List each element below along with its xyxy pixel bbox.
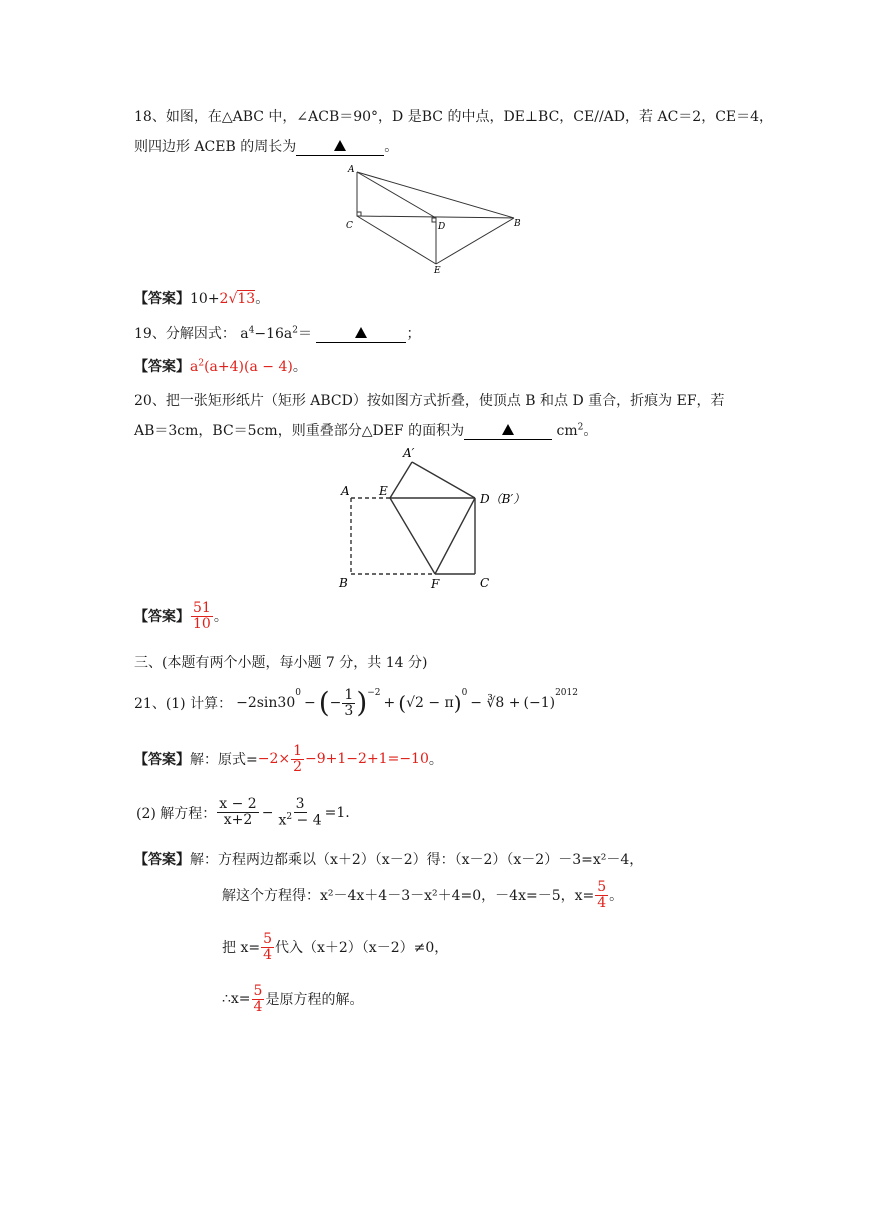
q21-2-fraction-2 (276, 797, 323, 828)
fraction-denominator: x+2 (223, 812, 253, 829)
paren-close: ) (453, 691, 462, 716)
q21-1-t5: (−1) (523, 695, 556, 712)
q21-1-ans-a: −2× (257, 751, 291, 768)
q21-1-answer (134, 744, 443, 774)
q21-1-ans-fraction (291, 744, 304, 774)
den-exp: 2 (286, 811, 293, 822)
fraction-numerator: 5 (263, 931, 272, 947)
q20-answer (134, 601, 228, 631)
label-D: D (438, 222, 446, 232)
q19-text (134, 323, 420, 343)
fraction-denominator (276, 813, 323, 828)
q21-2-prefix: (2) 解方程： (136, 805, 217, 822)
q20-text-line2 (134, 420, 597, 440)
q21-2-l2-end: 。 (609, 888, 624, 905)
fraction-numerator: 1 (293, 743, 303, 759)
q20-figure (335, 443, 535, 593)
q21-1-neg: − (329, 695, 342, 712)
answer-tag: 【答案】 (134, 359, 190, 375)
label-D-B-prime: D（B′） (480, 492, 526, 506)
q20-line2-text: AB＝3cm，BC＝5cm，则重叠部分△DEF 的面积为 (134, 423, 465, 439)
answer-tag: 【答案】 (134, 291, 190, 307)
fraction-numerator: 1 (344, 687, 354, 703)
q20-answer-fraction (191, 601, 213, 631)
q18-text-line2 (134, 136, 398, 156)
q21-2-answer-line3 (222, 932, 448, 962)
answer-blank (296, 139, 384, 156)
fraction-denominator: 10 (193, 615, 211, 632)
q18-answer-c: 13 (237, 291, 256, 307)
q18-answer-b: 2 (219, 291, 229, 307)
q19-exp2: 2 (292, 325, 299, 336)
q21-1-ans-pre: 解：原式= (190, 752, 258, 769)
q21-1-t1e: 0 (295, 688, 301, 698)
q21-1-t2e: −2 (367, 688, 381, 698)
label-A: A (341, 484, 350, 498)
label-B: B (339, 576, 348, 590)
q18-answer (134, 288, 269, 308)
q21-1-prefix: 21、(1) 计算： (134, 696, 233, 713)
q21-1-t4: − ∛8 + (470, 695, 521, 712)
section-three-heading: 三、(本题有两个小题，每小题 7 分，共 14 分) (134, 655, 428, 671)
q21-2-l1: 解：方程两边都乘以（x＋2）（x－2）得：（x－2）（x－2）－3=x²－4， (190, 852, 644, 868)
q19-answer (134, 356, 307, 376)
label-A-prime: A′ (403, 446, 415, 460)
triangle-marker-icon (502, 424, 514, 435)
q18-end: 。 (384, 139, 399, 155)
q19-ans-a: a (190, 359, 199, 375)
paren-open: ( (398, 691, 407, 716)
q18-answer-end: 。 (255, 291, 270, 307)
paren-close: ) (356, 686, 368, 720)
fraction-numerator: 5 (597, 879, 607, 895)
label-E: E (434, 266, 441, 275)
answer-tag: 【答案】 (134, 852, 190, 868)
q20-unit: cm (556, 423, 578, 439)
triangle-marker-icon (355, 327, 367, 338)
q21-1-t5e: 2012 (555, 688, 578, 698)
q21-2-l3-fraction (261, 932, 274, 962)
q21-2-l3-post: 代入（x＋2）（x－2）≠0， (275, 940, 449, 957)
q21-1-fraction (342, 688, 355, 718)
q19-expr-a: a (240, 326, 249, 342)
answer-blank (316, 326, 406, 343)
q19-end: ； (406, 326, 421, 342)
q21-2-answer-line2 (222, 880, 623, 910)
fraction-denominator: 2 (293, 758, 303, 775)
answer-blank (464, 423, 552, 440)
answer-tag: 【答案】 (134, 752, 190, 769)
q20-text-line1: 20、把一张矩形纸片（矩形 ABCD）按如图方式折叠，使顶点 B 和点 D 重合，折痕为 EF，若 (134, 393, 725, 409)
fraction-numerator: x − 2 (219, 796, 257, 813)
q21-1-t2: − (303, 695, 316, 712)
q21-1-answer-end: 。 (428, 752, 443, 769)
q21-1-t1: −2sin30 (236, 695, 296, 712)
q21-1-ans-b: −9+1−2+1=−10 (305, 751, 429, 768)
q21-1-t3-inner: √2 − π (406, 695, 454, 712)
q21-2-eq: =1. (324, 804, 350, 821)
q21-2-l2-fraction (595, 880, 608, 910)
fraction-denominator: 4 (263, 946, 272, 963)
label-B: B (514, 219, 521, 229)
q21-1-text (134, 688, 578, 718)
fraction-numerator: 5 (253, 983, 263, 999)
q21-2-l4-post: 是原方程的解。 (265, 992, 364, 1009)
q20-unit-exp: 2 (577, 422, 584, 433)
q18-line2-text: 则四边形 ACEB 的周长为 (134, 139, 297, 155)
sqrt-sign: √ (228, 291, 238, 307)
q19-expr-b: −16a (254, 326, 293, 342)
q21-2-l2-pre: 解这个方程得：x²－4x＋4－3－x²＋4=0，－4x=－5，x= (222, 888, 595, 905)
fraction-numerator: 3 (295, 796, 305, 812)
label-C: C (346, 221, 353, 231)
q21-2-answer-line1 (134, 849, 643, 869)
q21-2-l4-fraction (252, 984, 265, 1014)
q21-1-t3e: 0 (461, 688, 468, 698)
den-a: x (278, 812, 287, 829)
fraction-numerator: 51 (193, 600, 211, 616)
label-E: E (379, 484, 388, 498)
q18-figure (340, 160, 530, 275)
q19-answer-end: 。 (292, 359, 307, 375)
q21-2-text (136, 797, 350, 828)
triangle-marker-icon (334, 140, 346, 151)
q21-2-l4-pre: ∴x= (222, 991, 251, 1008)
q20-end: 。 (583, 423, 598, 439)
q20-answer-end: 。 (213, 609, 228, 626)
label-F: F (431, 577, 440, 591)
q19-ans-b: (a+4)(a − 4) (204, 359, 293, 375)
q18-text-line1: 18、如图，在△ABC 中，∠ACB＝90°，D 是BC 的中点，DE⊥BC，CE//AD，若 AC＝2，CE＝4， (134, 109, 774, 125)
q21-2-fraction-1 (217, 797, 258, 827)
q19-expr-c: ＝ (298, 326, 313, 342)
den-b: − 4 (292, 812, 322, 829)
paren-open: ( (318, 686, 330, 720)
fraction-denominator: 4 (253, 998, 263, 1015)
q19-prefix: 19、分解因式： (134, 326, 236, 342)
label-C: C (480, 576, 490, 590)
q21-2-minus: − (261, 804, 274, 821)
fraction-denominator: 3 (344, 702, 354, 719)
fraction-denominator: 4 (597, 894, 607, 911)
answer-tag: 【答案】 (134, 609, 190, 626)
q21-2-answer-line4 (222, 984, 363, 1014)
q18-answer-a: 10+ (190, 291, 220, 307)
q21-2-l3-pre: 把 x= (222, 940, 261, 957)
q19-ans-exp: 2 (198, 358, 205, 369)
q21-1-t3: + (383, 695, 396, 712)
label-A: A (348, 165, 355, 175)
q19-exp4: 4 (248, 325, 255, 336)
